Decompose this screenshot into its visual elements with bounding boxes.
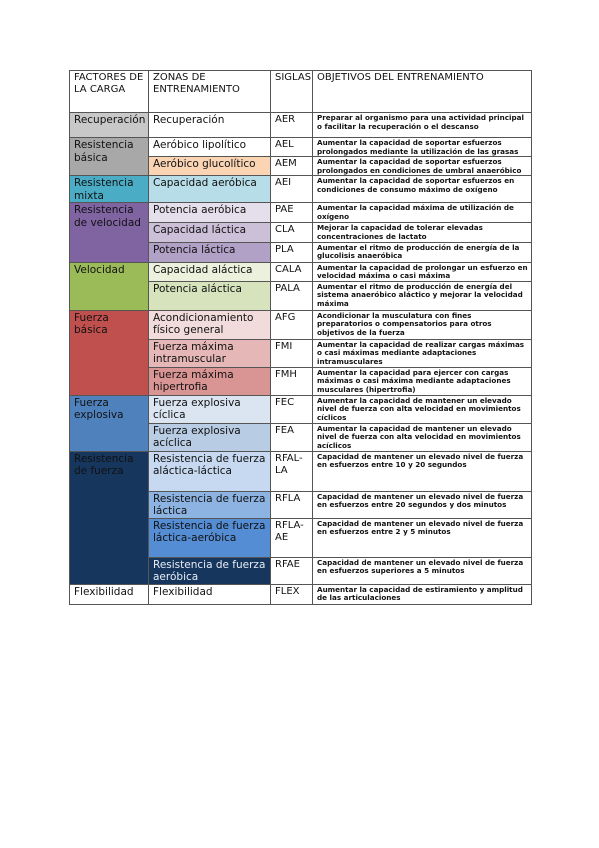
training-zones-table [69, 70, 532, 605]
sigla-cell: RFLA [271, 491, 313, 518]
table-row [70, 113, 532, 138]
factor-cell: Flexibilidad [70, 584, 149, 604]
zona-cell: Resistencia de fuerza aeróbica [149, 557, 271, 584]
factor-cell: Velocidad [70, 262, 149, 310]
objetivo-cell: Aumentar la capacidad de soportar esfuerzos prolongados en condiciones de umbral anaeróbico [313, 157, 532, 176]
sigla-cell: CALA [271, 262, 313, 281]
sigla-cell: PAE [271, 203, 313, 223]
factor-cell: Recuperación [70, 113, 149, 138]
sigla-cell: AER [271, 113, 313, 138]
objetivo-cell: Aumentar la capacidad de soportar esfuerzos en condiciones de consumo máximo de oxígeno [313, 176, 532, 203]
zona-cell: Potencia aláctica [149, 281, 271, 310]
objetivo-cell: Capacidad de mantener un elevado nivel de fuerza en esfuerzos entre 20 segundos y dos minutos [313, 491, 532, 518]
sigla-cell: CLA [271, 223, 313, 242]
table-row [70, 451, 532, 491]
sigla-cell: RFAE [271, 557, 313, 584]
sigla-cell: RFLA-AE [271, 518, 313, 557]
factor-cell: Resistencia de velocidad [70, 203, 149, 262]
sigla-cell: FLEX [271, 584, 313, 604]
factor-cell: Resistencia mixta [70, 176, 149, 203]
factor-cell: Resistencia de fuerza [70, 451, 149, 584]
table-row [70, 203, 532, 223]
header-objetivos: OBJETIVOS DEL ENTRENAMIENTO [313, 71, 532, 113]
zona-cell: Acondicionamiento físico general [149, 310, 271, 339]
sigla-cell: FMH [271, 367, 313, 395]
zona-cell: Capacidad láctica [149, 223, 271, 242]
sigla-cell: RFAL-LA [271, 451, 313, 491]
sigla-cell: AFG [271, 310, 313, 339]
objetivo-cell: Aumentar la capacidad máxima de utilización de oxígeno [313, 203, 532, 223]
sigla-cell: FEC [271, 395, 313, 423]
zona-cell: Resistencia de fuerza aláctica-láctica [149, 451, 271, 491]
objetivo-cell: Capacidad de mantener un elevado nivel de fuerza en esfuerzos entre 10 y 20 segundos [313, 451, 532, 491]
objetivo-cell: Capacidad de mantener un elevado nivel de fuerza en esfuerzos superiores a 5 minutos [313, 557, 532, 584]
header-factores: FACTORES DE LA CARGA [70, 71, 149, 113]
objetivo-cell: Preparar al organismo para una actividad principal o facilitar la recuperación o el descanso [313, 113, 532, 138]
zona-cell: Aeróbico lipolítico [149, 138, 271, 157]
objetivo-cell: Capacidad de mantener un elevado nivel de fuerza en esfuerzos entre 2 y 5 minutos [313, 518, 532, 557]
zona-cell: Resistencia de fuerza láctica [149, 491, 271, 518]
table-row [70, 176, 532, 203]
sigla-cell: AEI [271, 176, 313, 203]
factor-cell: Fuerza básica [70, 310, 149, 395]
zona-cell: Fuerza explosiva cíclica [149, 395, 271, 423]
sigla-cell: AEM [271, 157, 313, 176]
zona-cell: Recuperación [149, 113, 271, 138]
factor-cell: Resistencia básica [70, 138, 149, 176]
header-siglas: SIGLAS [271, 71, 313, 113]
zona-cell: Aeróbico glucolítico [149, 157, 271, 176]
objetivo-cell: Aumentar el ritmo de producción de energía de la glucolisis anaeróbica [313, 242, 532, 262]
factor-cell: Fuerza explosiva [70, 395, 149, 451]
objetivo-cell: Acondicionar la musculatura con fines preparatorios o compensatorios para otros objetivos de la fuerza [313, 310, 532, 339]
sigla-cell: AEL [271, 138, 313, 157]
sigla-cell: FEA [271, 423, 313, 451]
zona-cell: Fuerza máxima intramuscular [149, 339, 271, 367]
zona-cell: Potencia aeróbica [149, 203, 271, 223]
table-row [70, 395, 532, 423]
header-row [70, 71, 532, 113]
sigla-cell: PALA [271, 281, 313, 310]
objetivo-cell: Aumentar la capacidad de prolongar un esfuerzo en velocidad máxima o casi máxima [313, 262, 532, 281]
zona-cell: Potencia láctica [149, 242, 271, 262]
objetivo-cell: Aumentar la capacidad de mantener un elevado nivel de fuerza con alta velocidad en movimientos cíclicos [313, 395, 532, 423]
objetivo-cell: Aumentar el ritmo de producción de energía del sistema anaeróbico aláctico y mejorar la velocidad máxima [313, 281, 532, 310]
table-row [70, 310, 532, 339]
objetivo-cell: Mejorar la capacidad de tolerar elevadas concentraciones de lactato [313, 223, 532, 242]
zona-cell: Flexibilidad [149, 584, 271, 604]
zona-cell: Resistencia de fuerza láctica-aeróbica [149, 518, 271, 557]
objetivo-cell: Aumentar la capacidad de estiramiento y amplitud de las articulaciones [313, 584, 532, 604]
table-row [70, 262, 532, 281]
sigla-cell: PLA [271, 242, 313, 262]
objetivo-cell: Aumentar la capacidad para ejercer con cargas máximas o casi máxima mediante adaptaciones musculares (hipertrofia) [313, 367, 532, 395]
header-zonas: ZONAS DE ENTRENAMIENTO [149, 71, 271, 113]
zona-cell: Fuerza máxima hipertrofia [149, 367, 271, 395]
objetivo-cell: Aumentar la capacidad de soportar esfuerzos prolongados mediante la utilización de las grasas [313, 138, 532, 157]
zona-cell: Fuerza explosiva acíclica [149, 423, 271, 451]
objetivo-cell: Aumentar la capacidad de mantener un elevado nivel de fuerza con alta velocidad en movimientos acíclicos [313, 423, 532, 451]
objetivo-cell: Aumentar la capacidad de realizar cargas máximas o casi máximas mediante adaptaciones intramusculares [313, 339, 532, 367]
sigla-cell: FMI [271, 339, 313, 367]
zona-cell: Capacidad aeróbica [149, 176, 271, 203]
zona-cell: Capacidad aláctica [149, 262, 271, 281]
table-row [70, 584, 532, 604]
table-row [70, 138, 532, 157]
